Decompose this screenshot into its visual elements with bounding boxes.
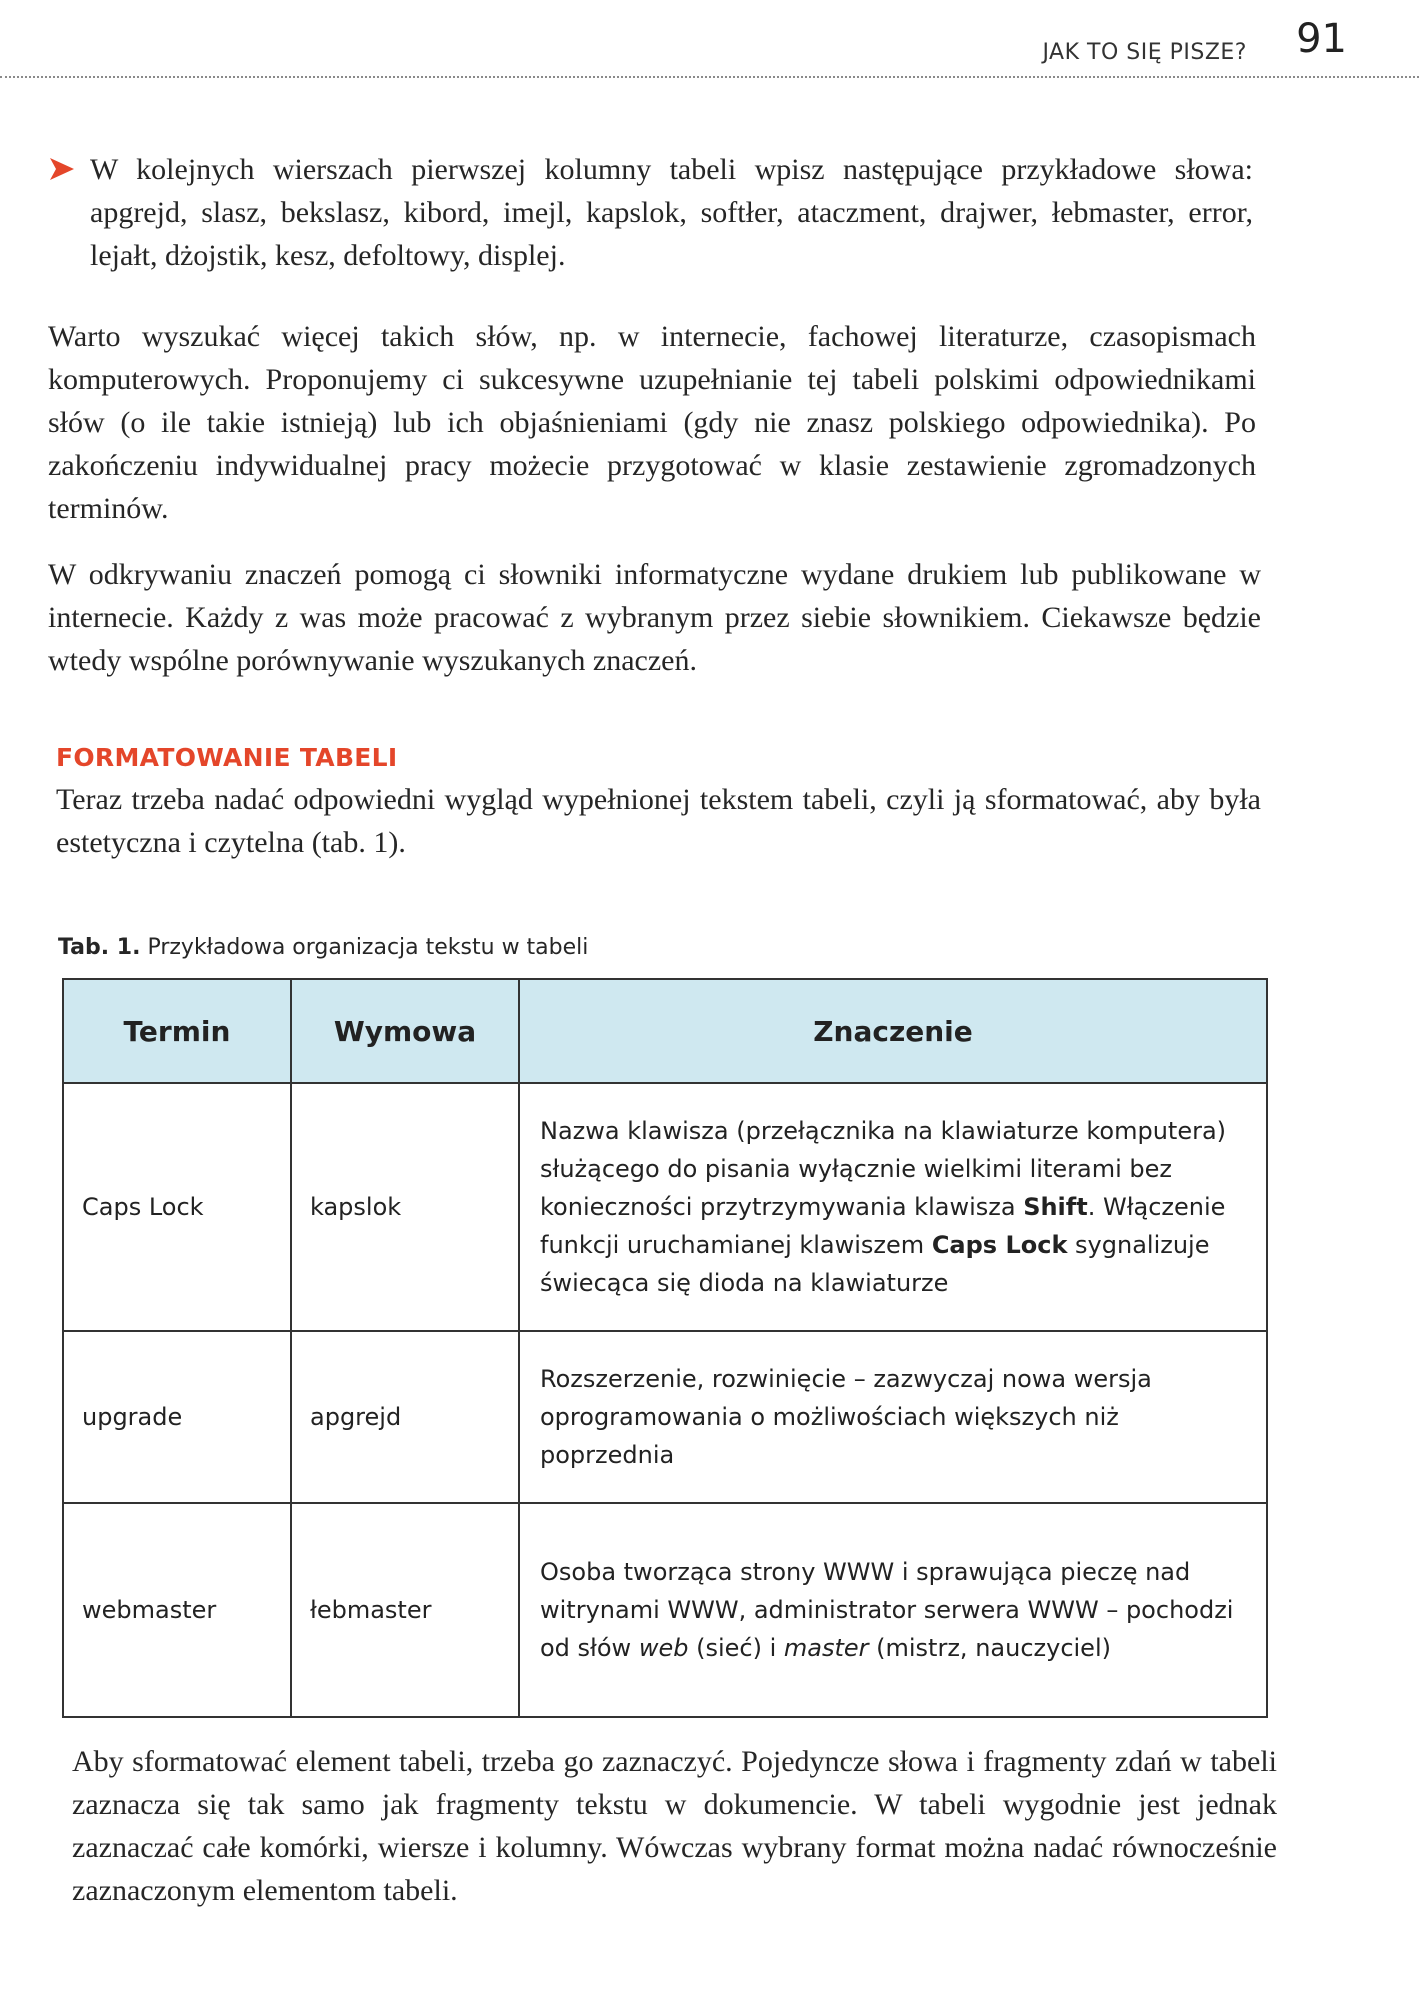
table-row bbox=[63, 1503, 1267, 1717]
exercise-text: W kolejnych wierszach pierwszej kolumny tabeli wpisz następujące przykładowe słowa: apgrejd, slasz, bekslasz, kibord, imejl, kapslok, softłer, ataczment, drajwer, łebmaster, error, lejałt, dżojstik, kesz, defoltowy, displej. bbox=[90, 153, 1253, 272]
term-cell: webmaster bbox=[63, 1503, 291, 1717]
meaning-text: Osoba tworząca strony WWW i sprawująca pieczę nad witrynami WWW, administrator serwera WWW – pochodzi od słów bbox=[540, 1558, 1234, 1662]
meaning-cell bbox=[519, 1331, 1267, 1503]
red-arrow-icon bbox=[48, 156, 76, 182]
header-znaczenie: Znaczenie bbox=[519, 979, 1267, 1083]
paragraph-2-text: W odkrywaniu znaczeń pomogą ci słowniki informatyczne wydane drukiem lub publikowane w internecie. Każdy z was może pracować z wybranym przez siebie słownikiem. Ciekawsze będzie wtedy wspólne porównywanie wyszukanych znaczeń. bbox=[48, 558, 1261, 677]
running-header-title: JAK TO SIĘ PISZE? bbox=[1042, 40, 1247, 65]
running-header bbox=[0, 14, 1419, 84]
pronunciation-cell: apgrejd bbox=[291, 1331, 519, 1503]
meaning-text: . Włączenie funkcji uruchamianej klawiszem bbox=[540, 1193, 1226, 1259]
table-caption bbox=[58, 935, 588, 960]
paragraph-3 bbox=[56, 778, 1261, 864]
exercise-bullet bbox=[48, 148, 1253, 277]
term-cell: upgrade bbox=[63, 1331, 291, 1503]
paragraph-1 bbox=[48, 315, 1256, 530]
table-row bbox=[63, 1331, 1267, 1503]
table-caption-text: Przykładowa organizacja tekstu w tabeli bbox=[147, 935, 589, 960]
term-cell: Caps Lock bbox=[63, 1083, 291, 1331]
meaning-cell bbox=[519, 1083, 1267, 1331]
meaning-text: (sieć) i bbox=[688, 1634, 784, 1662]
meaning-text: Nazwa klawisza (przełącznika na klawiaturze komputera) służącego do pisania wyłącznie wielkimi literami bez konieczności przytrzymywania klawisza bbox=[540, 1117, 1227, 1221]
meaning-cell bbox=[519, 1503, 1267, 1717]
paragraph-2 bbox=[48, 553, 1261, 682]
meaning-text: Rozszerzenie, rozwinięcie – zazwyczaj nowa wersja oprogramowania o możliwościach większych niż poprzednia bbox=[540, 1365, 1152, 1469]
table-row bbox=[63, 1083, 1267, 1331]
paragraph-4-text: Aby sformatować element tabeli, trzeba go zaznaczyć. Pojedyncze słowa i fragmenty zdań w tabeli zaznacza się tak samo jak fragmenty tekstu w dokumencie. W tabeli wygodnie jest jednak zaznaczać całe komórki, wiersze i kolumny. Wówczas wybrany format można nadać równocześnie zaznaczonym elementom tabeli. bbox=[72, 1745, 1277, 1907]
bold-term: Caps Lock bbox=[931, 1231, 1068, 1259]
bold-term: Shift bbox=[1023, 1193, 1088, 1221]
header-termin: Termin bbox=[63, 979, 291, 1083]
paragraph-1-text: Warto wyszukać więcej takich słów, np. w internecie, fachowej literaturze, czasopismach komputerowych. Proponujemy ci sukcesywne uzupełnianie tej tabeli polskimi odpowiednikami słów (o ile takie istnieją) lub ich objaśnieniami (gdy nie znasz polskiego odpowiednika). Po zakończeniu indywidualnej pracy możecie przygotować w klasie zestawienie zgromadzonych terminów. bbox=[48, 320, 1256, 525]
section-heading: FORMATOWANIE TABELI bbox=[56, 743, 398, 772]
header-divider bbox=[0, 76, 1419, 78]
italic-term: master bbox=[783, 1634, 869, 1662]
terms-table bbox=[62, 978, 1268, 1718]
meaning-text: (mistrz, nauczyciel) bbox=[868, 1634, 1111, 1662]
paragraph-3-text: Teraz trzeba nadać odpowiedni wygląd wypełnionej tekstem tabeli, czyli ją sformatować, aby była estetyczna i czytelna (tab. 1). bbox=[56, 783, 1261, 859]
pronunciation-cell: kapslok bbox=[291, 1083, 519, 1331]
pronunciation-cell: łebmaster bbox=[291, 1503, 519, 1717]
page-number: 91 bbox=[1296, 16, 1347, 62]
italic-term: web bbox=[638, 1634, 689, 1662]
table-header-row bbox=[63, 979, 1267, 1083]
meaning-text: sygnalizuje świecąca się dioda na klawiaturze bbox=[540, 1231, 1210, 1297]
table-caption-label: Tab. 1. bbox=[58, 935, 141, 960]
header-wymowa: Wymowa bbox=[291, 979, 519, 1083]
paragraph-4 bbox=[72, 1740, 1277, 1912]
